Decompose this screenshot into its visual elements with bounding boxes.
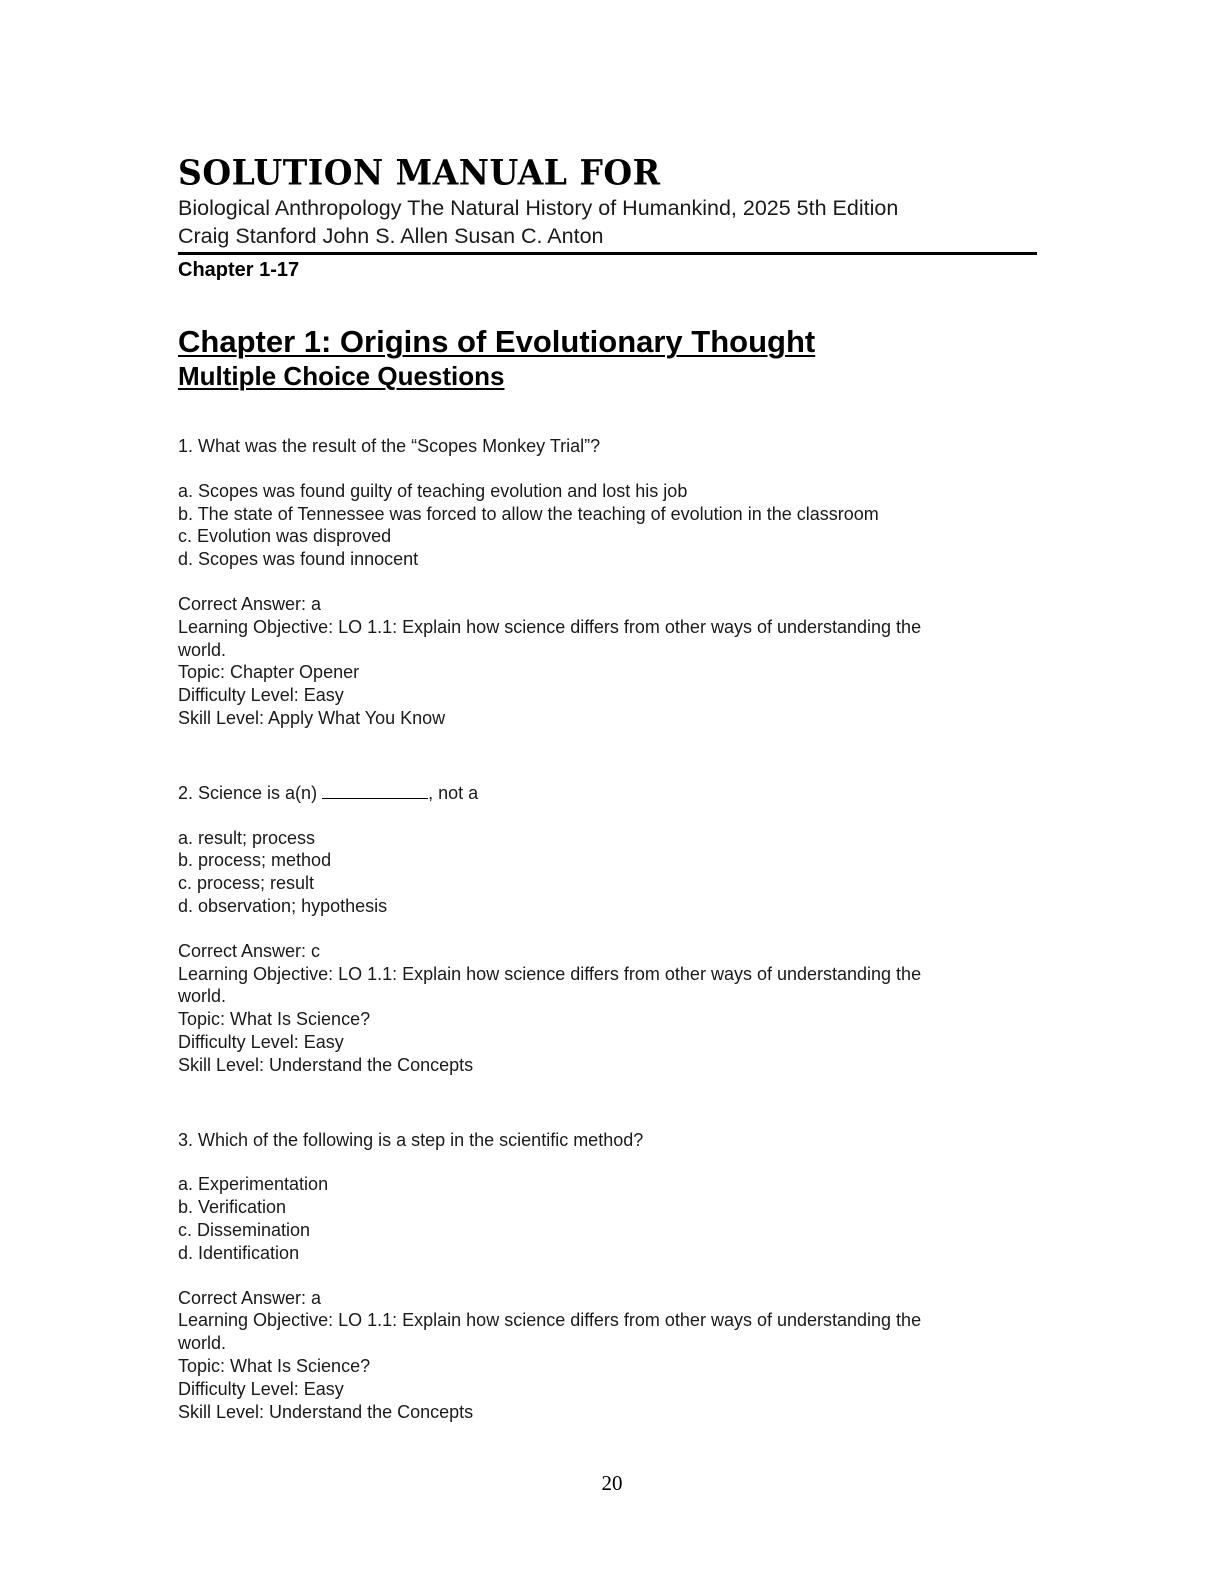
topic: Topic: Chapter Opener: [178, 662, 360, 683]
choice-c: c. Dissemination: [178, 1219, 311, 1240]
topic: Topic: What Is Science?: [178, 1009, 371, 1030]
section-heading: Multiple Choice Questions: [178, 361, 505, 391]
learning-objective: Learning Objective: LO 1.1: Explain how science differs from other ways of understanding the: [178, 1310, 922, 1331]
question-3: [178, 1129, 1038, 1424]
page-number: 20: [601, 1471, 623, 1495]
book-title: Biological Anthropology The Natural History of Humankind, 2025 5th Edition: [178, 196, 899, 220]
chapter-heading: Chapter 1: Origins of Evolutionary Thought: [178, 324, 816, 359]
choice-a: a. Experimentation: [178, 1174, 329, 1195]
learning-objective: Learning Objective: LO 1.1: Explain how science differs from other ways of understanding the: [178, 616, 922, 637]
learning-objective: Learning Objective: LO 1.1: Explain how science differs from other ways of understanding the: [178, 963, 922, 984]
stem-after-blank: , not a: [428, 782, 479, 803]
choice-list: [178, 480, 1038, 571]
question-stem: 1. What was the result of the “Scopes Monkey Trial”?: [178, 436, 601, 456]
question-2: [178, 782, 1038, 1077]
page-content: [178, 150, 1038, 1475]
correct-answer: Correct Answer: c: [178, 940, 321, 961]
learning-objective-continued: world.: [178, 986, 227, 1007]
question-stem: 3. Which of the following is a step in the scientific method?: [178, 1129, 644, 1150]
question-list: [178, 435, 1038, 1423]
difficulty-level: Difficulty Level: Easy: [178, 685, 344, 706]
answer-metadata: [178, 940, 1038, 1077]
book-authors: Craig Stanford John S. Allen Susan C. Anton: [178, 224, 604, 248]
choice-c: c. process; result: [178, 873, 315, 894]
correct-answer: Correct Answer: a: [178, 1287, 322, 1308]
answer-metadata: [178, 593, 1038, 730]
skill-level: Skill Level: Understand the Concepts: [178, 1054, 474, 1075]
stem-before-blank: 2. Science is a(n): [178, 782, 323, 803]
choice-b: b. The state of Tennessee was forced to allow the teaching of evolution in the classroom: [178, 503, 879, 524]
choice-a: a. Scopes was found guilty of teaching evolution and lost his job: [178, 480, 688, 501]
header-rule: [178, 252, 1037, 255]
difficulty-level: Difficulty Level: Easy: [178, 1378, 344, 1399]
choice-d: d. Identification: [178, 1242, 300, 1263]
skill-level: Skill Level: Apply What You Know: [178, 707, 446, 728]
choice-a: a. result; process: [178, 827, 316, 848]
choice-b: b. process; method: [178, 850, 332, 871]
choice-b: b. Verification: [178, 1197, 287, 1218]
learning-objective-continued: world.: [178, 639, 227, 660]
choice-list: [178, 827, 1038, 918]
topic: Topic: What Is Science?: [178, 1355, 371, 1376]
fill-in-blank: [322, 784, 428, 799]
answer-metadata: [178, 1287, 1038, 1424]
question-1: [178, 435, 1038, 730]
question-stem: [178, 782, 1038, 805]
solution-manual-title: SOLUTION MANUAL FOR: [178, 152, 661, 194]
choice-c: c. Evolution was disproved: [178, 526, 392, 547]
learning-objective-continued: world.: [178, 1333, 227, 1354]
correct-answer: Correct Answer: a: [178, 593, 322, 614]
choice-d: d. Scopes was found innocent: [178, 549, 419, 570]
chapter-range: Chapter 1-17: [178, 259, 300, 281]
difficulty-level: Difficulty Level: Easy: [178, 1031, 344, 1052]
choice-d: d. observation; hypothesis: [178, 895, 388, 916]
skill-level: Skill Level: Understand the Concepts: [178, 1401, 474, 1422]
choice-list: [178, 1173, 1038, 1264]
